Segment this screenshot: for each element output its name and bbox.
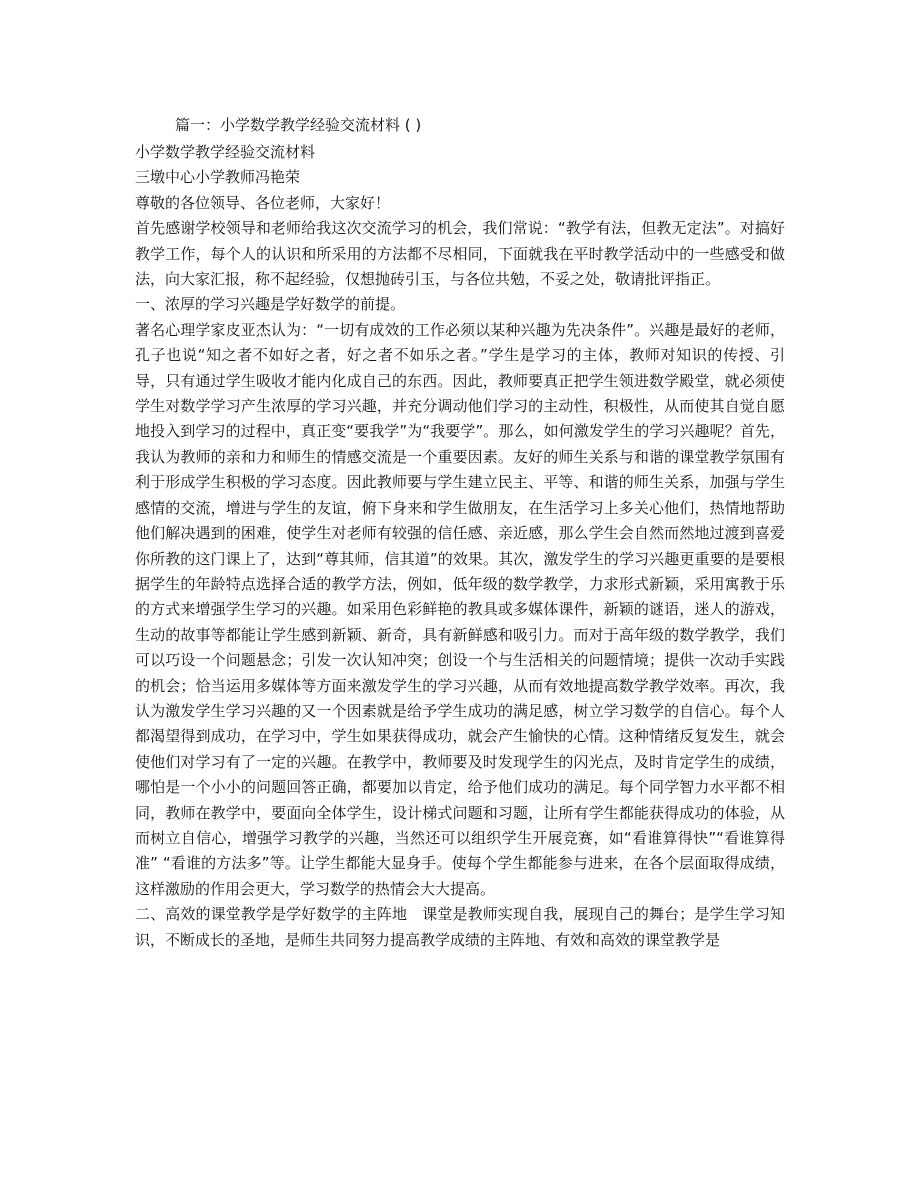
paragraph-author: 三墩中心小学教师冯艳荣 — [135, 168, 301, 187]
paragraph-section-2: 二、高效的课堂教学是学好数学的主阵地 课堂是教师实现自我，展现自己的舞台；是学生学习知识，不断成长的圣地，是师生共同努力提高教学成绩的主阵地、有效和高效的课堂教学是 — [135, 905, 785, 949]
paragraph-heading: 小学数学教学经验交流材料 — [135, 143, 316, 161]
paragraph-section-1: 著名心理学家皮亚杰认为：“一切有成效的工作必须以某种兴趣为先决条件”。兴趣是最好的老师，孔子也说“知之者不如好之者，好之者不如乐之者。”学生是学习的主体，教师对知识的传授、引导，只有通过学生吸收才能内化成自己的东西。因此，教师要真正把学生领进数学殿堂，就必须使学生对数学学习产生浓厚的学习兴趣，并充分调动他们学习的主动性，积极性，从而使其自觉自愿地投入到学习的过程中，真正变“要我学”为“我要学”。那么，如何激发学生的学习兴趣呢？首先，我认为教师的亲和力和师生的情感交流是一个重要因素。友好的师生关系与和谐的课堂教学氛围有利于形成学生积极的学习态度。因此教师要与学生建立民主、平等、和谐的师生关系，加强与学生感情的交流，增进与学生的友谊，俯下身来和学生做朋友，在生活学习上多关心他们，热情地帮助他们解决遇到的困难，使学生对老师有较强的信任感、亲近感，那么学生会自然而然地过渡到喜爱你所教的这门课上了，达到“尊其师，信其道”的效果。其次，激发学生的学习兴趣更重要的是要根据学生的年龄特点选择合适的教学方法，例如，低年级的数学教学，力求形式新颖，采用寓教于乐的方式来增强学生学习的兴趣。如采用色彩鲜艳的教具或多媒体课件，新颖的谜语，迷人的游戏，生动的故事等都能让学生感到新颖、新奇，具有新鲜感和吸引力。而对于高年级的数学教学，我们可以巧设一个问题悬念；引发一次认知冲突；创设一个与生活相关的问题情境；提供一次动手实践的机会；恰当运用多媒体等方面来激发学生的学习兴趣，从而有效地提高数学教学效率。再次，我认为激发学生学习兴趣的又一个因素就是给予学生成功的满足感，树立学习数学的自信心。每个人都渴望得到成功，在学习中，学生如果获得成功，就会产生愉快的心情。这种情绪反复发生，就会使他们对学习有了一定的兴趣。在教学中，教师要及时发现学生的闪光点，及时肯定学生的成绩，哪怕是一个小小的问题回答正确，都要加以肯定，给予他们成功的满足。每个同学智力水平都不相同，教师在教学中，要面向全体学生，设计梯式问题和习题，让所有学生都能获得成功的体验，从而树立自信心，增强学习教学的兴趣，当然还可以组织学生开展竞赛，如“看谁算得快”“看谁算得准” “看谁的方法多”等。让学生都能大显身手。使每个学生都能参与进来，在各个层面取得成绩，这样激励的作用会更大，学习数学的热情会大大提高。 — [135, 320, 785, 898]
paragraph-greeting: 尊敬的各位领导、各位老师，大家好！ — [135, 193, 391, 212]
section-heading-1: 一、浓厚的学习兴趣是学好数学的前提。 — [135, 295, 406, 314]
paragraph-intro: 首先感谢学校领导和老师给我这次交流学习的机会，我们常说：“教学有法，但教无定法”。对搞好教学工作，每个人的认识和所采用的方法都不尽相同，下面就我在平时教学活动中的一些感受和做法，向大家汇报，称不起经验，仅想抛砖引玉，与各位共勉，不妥之处，敬请批评指正。 — [135, 219, 785, 289]
document-title: 篇一：小学数学教学经验交流材料 ( ) — [175, 116, 422, 134]
document-body — [135, 140, 785, 953]
